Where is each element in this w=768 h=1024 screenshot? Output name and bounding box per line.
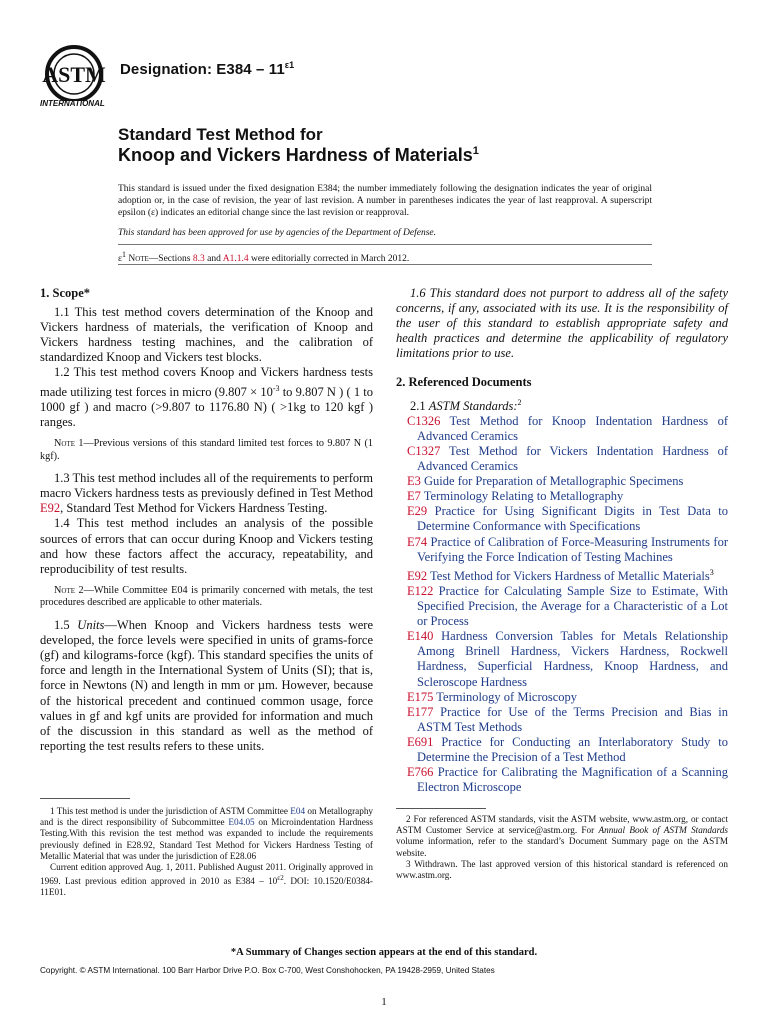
reference-code-link[interactable]: E766 bbox=[407, 765, 434, 780]
reference-list bbox=[396, 414, 728, 796]
fn2-it: Annual Book of ASTM Standards bbox=[598, 825, 728, 836]
footnote-2 bbox=[396, 814, 728, 859]
fn1-d-sup: ε2 bbox=[277, 874, 284, 883]
copyright: Copyright. © ASTM International. 100 Barr Harbor Drive P.O. Box C-700, West Conshohocken, PA 19428-2959, United States bbox=[40, 966, 495, 975]
scope-heading: 1. Scope* bbox=[40, 286, 90, 300]
editorial-text-c: were editorially corrected in March 2012. bbox=[248, 254, 410, 265]
link-section-a1-1-4[interactable]: A1.1.4 bbox=[222, 254, 249, 265]
reference-item bbox=[396, 444, 728, 474]
designation bbox=[120, 60, 294, 78]
designation-label: Designation: E384 – 11 bbox=[120, 61, 285, 78]
epsilon-sup: 1 bbox=[122, 250, 126, 259]
para-1-3 bbox=[40, 471, 373, 516]
fn1-e: . DOI: 10.1520/E0384-11E01. bbox=[40, 876, 373, 898]
page-number: 1 bbox=[381, 996, 387, 1008]
reference-item bbox=[396, 565, 728, 584]
reference-item bbox=[396, 535, 728, 565]
reference-code-link[interactable]: C1326 bbox=[407, 413, 441, 428]
link-e92[interactable]: E92 bbox=[40, 501, 61, 516]
reference-item bbox=[396, 705, 728, 735]
sub-sup: 2 bbox=[517, 397, 522, 407]
para-1-2 bbox=[40, 365, 373, 430]
sub-prefix: 2.1 bbox=[410, 398, 429, 413]
para-1-3-a: 1.3 This test method includes all of the requirements to perform macro Vickers hardness tests as previously defined in Test Method bbox=[40, 471, 373, 501]
divider bbox=[118, 244, 652, 245]
fn2-b: volume information, refer to the standard’s Document Summary page on the ASTM website. bbox=[396, 836, 728, 858]
reference-title-link[interactable]: Guide for Preparation of Metallographic Specimens bbox=[420, 474, 684, 489]
reference-title-link[interactable]: Practice for Use of the Terms Precision and Bias in ASTM Test Methods bbox=[417, 704, 728, 734]
reference-item bbox=[396, 584, 728, 629]
reference-item bbox=[396, 489, 728, 504]
reference-footnote-marker: 3 bbox=[709, 567, 714, 577]
link-e04[interactable]: E04 bbox=[290, 806, 306, 816]
para-1-5-b: —When Knoop and Vickers hardness tests were developed, the force levels were specified in units of grams-force (gf) and kilograms-force (kgf). This standard specifies the units of force and length in the International System of Units (SI); that is, force in Newtons (N) and length in mm or µm. However, because of the historical precedent and continued common usage, force values in gf and kgf units are provided for information and much of the discussion in this standard as well as the method of reporting the test results refers to these units. bbox=[40, 618, 373, 753]
para-1-2-sup: -3 bbox=[272, 383, 280, 393]
reference-item bbox=[396, 765, 728, 795]
footnote-1-edition bbox=[40, 862, 373, 899]
reference-title-link[interactable]: Practice for Using Significant Digits in Test Data to Determine Conformance with Specifications bbox=[417, 504, 728, 534]
fn1-d: Current edition approved Aug. 1, 2011. Published August 2011. Originally approved in 1969. Last previous edition approved in 2010 as E384 – 10 bbox=[40, 862, 373, 887]
epsilon-symbol: ε bbox=[118, 254, 122, 265]
para-1-2-b: to 9.807 N ) ( 1 to 1000 gf ) and macro (>9.807 to 1176.80 N) ( >1kg to 120 kgf ) ranges. bbox=[40, 384, 373, 429]
note-2-label: Note bbox=[54, 584, 75, 596]
footnote-1 bbox=[40, 806, 373, 862]
note-2 bbox=[40, 585, 373, 610]
reference-item bbox=[396, 735, 728, 765]
link-section-8-3[interactable]: 8.3 bbox=[192, 254, 205, 265]
reference-code-link[interactable]: E691 bbox=[407, 734, 434, 749]
reference-code-link[interactable]: C1327 bbox=[407, 444, 441, 458]
title-text: Knoop and Vickers Hardness of Materials bbox=[118, 145, 473, 165]
link-e04-05[interactable]: E04.05 bbox=[228, 817, 255, 828]
reference-title-link[interactable]: Practice for Conducting an Interlaboratory Study to Determine the Precision of a Test Method bbox=[417, 734, 728, 765]
title-line-2 bbox=[118, 145, 479, 166]
note-1 bbox=[40, 438, 373, 463]
para-1-4: 1.4 This test method includes an analysis of the possible sources of errors that can occur during Knoop and Vickers testing and how these factors affect the accuracy, repeatability, and reproducibility of test results. bbox=[40, 516, 373, 576]
reference-code-link[interactable]: E92 bbox=[407, 568, 428, 583]
summary-notice: *A Summary of Changes section appears at the end of this standard. bbox=[230, 947, 538, 958]
reference-title-link[interactable]: Hardness Conversion Tables for Metals Relationship Among Brinell Hardness, Vickers Hardness, Rockwell Hardness, Superficial Hardness, Knoop Hardness, and Scleroscope Hardness bbox=[417, 629, 728, 689]
reference-title-link[interactable]: Test Method for Knoop Indentation Hardness of Advanced Ceramics bbox=[417, 413, 728, 443]
sub-title: ASTM Standards: bbox=[428, 398, 518, 413]
left-column bbox=[40, 286, 373, 754]
designation-epsilon: ε1 bbox=[284, 60, 295, 70]
para-1-5-a: 1.5 bbox=[54, 618, 78, 633]
reference-code-link[interactable]: E7 bbox=[407, 489, 421, 504]
footnote-rule bbox=[40, 798, 130, 799]
reference-title-link[interactable]: Terminology of Microscopy bbox=[433, 689, 578, 704]
reference-item bbox=[396, 690, 728, 705]
reference-code-link[interactable]: E140 bbox=[407, 629, 434, 644]
reference-item bbox=[396, 629, 728, 689]
issued-statement: This standard is issued under the fixed designation E384; the number immediately following the designation indicates the year of original adoption or, in the case of revision, the year of last revision. A number in parentheses indicates the year of last reapproval. A superscript epsilon (ε) indicates an editorial change since the last revision or reapproval. bbox=[118, 184, 652, 219]
refdocs-heading: 2. Referenced Documents bbox=[396, 375, 532, 390]
footnotes-right bbox=[396, 814, 728, 881]
spacer bbox=[396, 361, 728, 375]
right-column bbox=[396, 286, 728, 795]
reference-code-link[interactable]: E74 bbox=[407, 534, 428, 549]
para-1-6: 1.6 This standard does not purport to address all of the safety concerns, if any, associated with its use. It is the responsibility of the user of this standard to establish appropriate safety and health practices and determine the applicability of regulatory limitations prior to use. bbox=[396, 286, 728, 361]
fn2-a: 2 For referenced ASTM standards, visit the ASTM website, www.astm.org, or contact ASTM Customer Service at service@astm.org. For bbox=[396, 814, 728, 836]
title-line-1: Standard Test Method for bbox=[118, 125, 323, 144]
logo-text: INTERNATIONAL bbox=[40, 99, 105, 108]
fn1-a: 1 This test method is under the jurisdiction of ASTM Committee bbox=[50, 806, 291, 816]
title-footnote-marker: 1 bbox=[472, 145, 479, 157]
reference-title-link[interactable]: Terminology Relating to Metallography bbox=[420, 489, 624, 504]
reference-title-link[interactable]: Practice for Calibrating the Magnification of a Scanning Electron Microscope bbox=[417, 765, 728, 795]
note-2-text: 2—While Committee E04 is primarily concerned with metals, the test procedures described are applicable to other materials. bbox=[40, 584, 373, 609]
note-1-label: Note bbox=[54, 438, 75, 449]
para-1-5-units: Units bbox=[77, 618, 105, 633]
reference-code-link[interactable]: E29 bbox=[407, 504, 428, 519]
reference-title-link[interactable]: Test Method for Vickers Hardness of Metallic Materials bbox=[427, 568, 710, 583]
reference-title-link[interactable]: Practice of Calibration of Force-Measuring Instruments for Verifying the Force Indication of Testing Machines bbox=[417, 534, 728, 564]
para-1-3-b: , Standard Test Method for Vickers Hardness Testing. bbox=[60, 501, 328, 516]
note-1-text: 1—Previous versions of this standard limited test forces to 9.807 N (1 kgf). bbox=[40, 438, 373, 462]
note-label: Note bbox=[128, 254, 149, 265]
editorial-text-a: —Sections bbox=[148, 254, 193, 265]
reference-code-link[interactable]: E177 bbox=[407, 704, 434, 719]
reference-code-link[interactable]: E122 bbox=[407, 584, 434, 598]
editorial-text-b: and bbox=[204, 254, 223, 265]
reference-code-link[interactable]: E175 bbox=[407, 689, 434, 704]
footnote-rule bbox=[396, 808, 486, 809]
reference-item bbox=[396, 474, 728, 489]
divider bbox=[118, 264, 652, 265]
footnote-3: 3 Withdrawn. The last approved version of this historical standard is referenced on www.astm.org. bbox=[396, 858, 728, 881]
para-1-5 bbox=[40, 618, 373, 754]
reference-item bbox=[396, 414, 728, 444]
astm-standards-subheading bbox=[396, 395, 728, 414]
reference-code-link[interactable]: E3 bbox=[407, 474, 421, 489]
svg-text:ASTM: ASTM bbox=[42, 62, 106, 87]
editorial-note bbox=[118, 250, 409, 264]
footnotes-left bbox=[40, 806, 373, 899]
fn1-b: on Metallography and is the direct responsibility of Subcommittee bbox=[40, 806, 374, 828]
reference-item bbox=[396, 504, 728, 534]
reference-title-link[interactable]: Practice for Calculating Sample Size to Estimate, With Specified Precision, the Average for a Characteristic of a Lot or Process bbox=[417, 584, 728, 629]
reference-title-link[interactable]: Test Method for Vickers Indentation Hardness of Advanced Ceramics bbox=[417, 444, 728, 474]
para-1-1: 1.1 This test method covers determination of the Knoop and Vickers hardness of materials, the verification of Knoop and Vickers hardness testing machines, and the calibration of standardized Knoop and Vickers test blocks. bbox=[40, 305, 373, 365]
para-1-2-a: 1.2 This test method covers Knoop and Vickers hardness tests made utilizing test forces in micro (9.807 × 10 bbox=[40, 365, 373, 399]
fn1-c: on Microindentation Hardness Testing.With this revision the test method was expanded to include the requirements previously defined in E28.92, Standard Test Method for Vickers Hardness Testing of Metallic Material that was under the jurisdiction of E28.06 bbox=[40, 817, 373, 861]
astm-logo bbox=[36, 44, 112, 114]
approval-statement: This standard has been approved for use by agencies of the Department of Defense. bbox=[118, 228, 437, 238]
